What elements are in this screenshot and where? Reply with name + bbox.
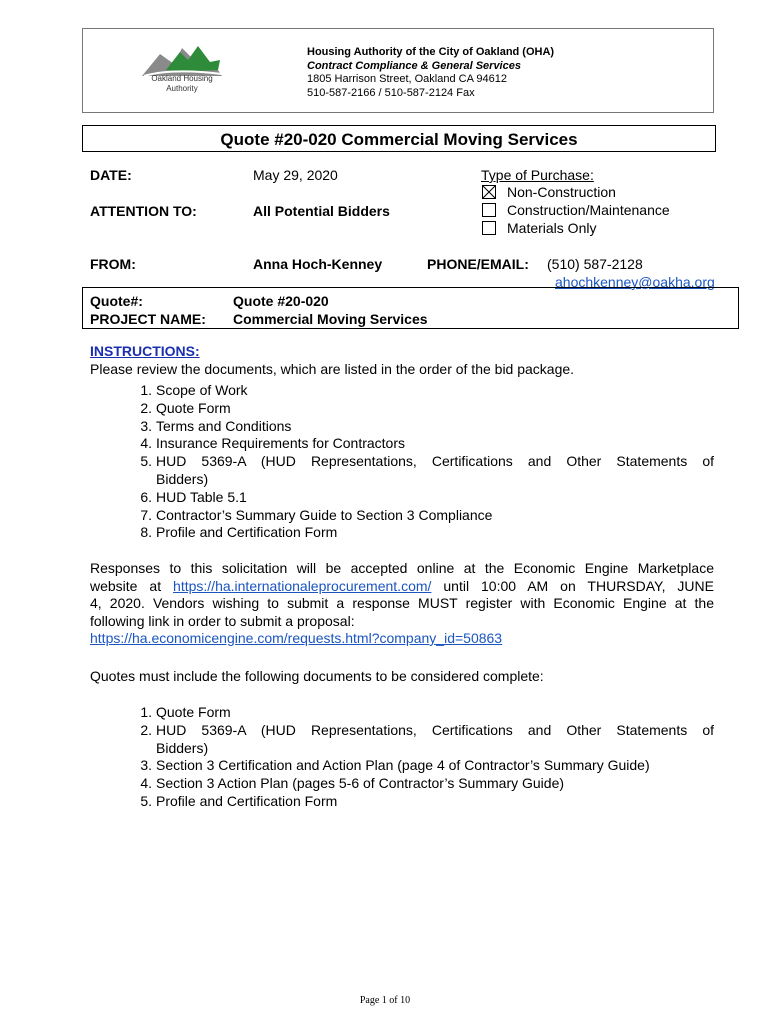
responses-line-4: following link in order to submit a proposal:: [90, 612, 355, 629]
quote-value: Quote #20-020: [233, 293, 329, 309]
org-name: Housing Authority of the City of Oakland (OHA): [307, 46, 555, 58]
bid-package-list: [132, 382, 714, 542]
date-value: May 29, 2020: [253, 167, 338, 183]
list-item: 8. Profile and Certification Form: [140, 524, 338, 541]
list-item-continuation: Bidders): [156, 739, 209, 756]
list-item: 6. HUD Table 5.1: [140, 488, 247, 505]
instructions-heading: INSTRUCTIONS:: [90, 343, 200, 359]
materials-only-label: Materials Only: [507, 220, 597, 236]
org-phone-fax: 510-587-2166 / 510-587-2124 Fax: [307, 86, 475, 99]
economic-engine-link[interactable]: https://ha.economicengine.com/requests.html?company_id=50863: [90, 630, 503, 646]
non-construction-label: Non-Construction: [507, 184, 616, 200]
date-label: DATE:: [90, 167, 132, 183]
responses-line-2: website at https://ha.internationaleprocurement.com/ until 10:00 AM on THURSDAY, JUNE: [90, 577, 714, 594]
attention-label: ATTENTION TO:: [90, 203, 197, 219]
list-item: 3. Terms and Conditions: [140, 417, 292, 434]
phone-email-label: PHONE/EMAIL:: [427, 256, 529, 272]
page-number: Page 1 of 10: [359, 995, 411, 1006]
org-info: [307, 46, 554, 100]
department: Contract Compliance & General Services: [307, 59, 521, 72]
list-item: 4. Section 3 Action Plan (pages 5-6 of Contractor’s Summary Guide): [140, 775, 565, 792]
list-item: 2. HUD 5369-A (HUD Representations, Certifications and Other Statements of: [140, 721, 714, 738]
list-item: 4. Insurance Requirements for Contractors: [140, 435, 405, 452]
list-item-continuation: Bidders): [156, 470, 209, 487]
list-item: 5. Profile and Certification Form: [140, 792, 338, 809]
quote-label: Quote#:: [90, 293, 143, 309]
project-name-value: Commercial Moving Services: [233, 311, 428, 327]
responses-line-1: Responses to this solicitation will be accepted online at the Economic Engine Marketplace: [90, 560, 714, 576]
materials-only-checkbox[interactable]: [482, 221, 496, 235]
procurement-link[interactable]: https://ha.internationaleprocurement.com/: [173, 577, 432, 594]
required-documents-list: [132, 704, 714, 811]
responses-paragraph: [90, 560, 714, 648]
list-item: 1. Quote Form: [140, 704, 231, 720]
from-value: Anna Hoch-Kenney: [253, 256, 383, 272]
required-intro: Quotes must include the following documents to be considered complete:: [90, 668, 544, 684]
instructions-intro: Please review the documents, which are listed in the order of the bid package.: [90, 361, 575, 377]
email-link[interactable]: ahochkenney@oakha.org: [555, 274, 715, 290]
list-item: 7. Contractor’s Summary Guide to Section 3 Compliance: [140, 506, 493, 523]
check-x-icon: [483, 186, 495, 198]
phone-value: (510) 587-2128: [547, 256, 643, 272]
logo-text-line-2: Authority: [166, 84, 198, 93]
from-label: FROM:: [90, 256, 136, 272]
list-item: 5. HUD 5369-A (HUD Representations, Certifications and Other Statements of: [140, 453, 714, 470]
list-item: 2. Quote Form: [140, 399, 231, 416]
construction-maintenance-checkbox[interactable]: [482, 203, 496, 217]
attention-value: All Potential Bidders: [253, 203, 390, 219]
page-title: Quote #20-020 Commercial Moving Services: [82, 125, 716, 152]
org-address: 1805 Harrison Street, Oakland CA 94612: [307, 73, 507, 85]
construction-maintenance-label: Construction/Maintenance: [507, 202, 670, 218]
logo-text-line-1: Oakland Housing: [151, 74, 213, 83]
list-item: 1. Scope of Work: [140, 382, 248, 398]
list-item: 3. Section 3 Certification and Action Plan (page 4 of Contractor’s Summary Guide): [140, 757, 650, 774]
logo-text: [112, 74, 252, 94]
responses-line-3: 4, 2020. Vendors wishing to submit a response MUST register with Economic Engine at the: [90, 595, 714, 611]
project-name-label: PROJECT NAME:: [90, 311, 206, 327]
non-construction-checkbox[interactable]: [482, 185, 496, 199]
purchase-type-heading: Type of Purchase:: [481, 167, 594, 183]
